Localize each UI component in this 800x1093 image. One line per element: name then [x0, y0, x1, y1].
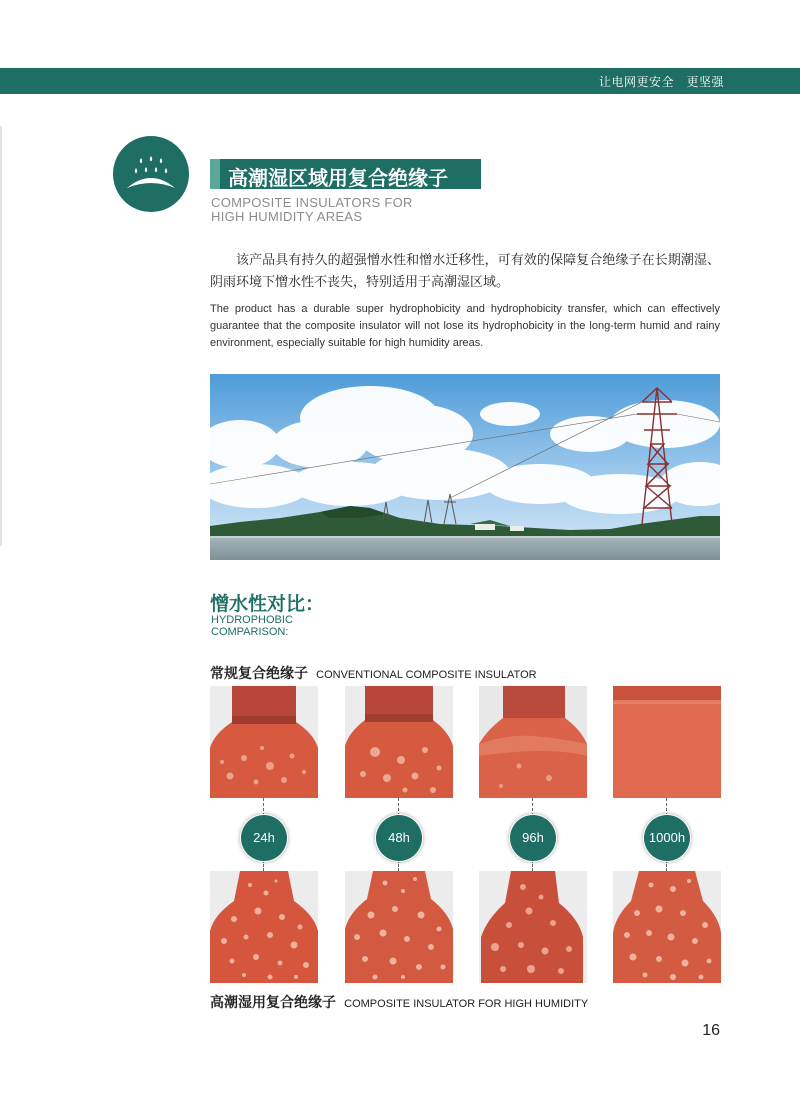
connector-line [666, 798, 667, 816]
connector-line [532, 798, 533, 816]
conventional-1000h-photo [613, 686, 721, 798]
high-humidity-label [210, 992, 588, 1012]
conventional-label-en: CONVENTIONAL COMPOSITE INSULATOR [316, 669, 537, 681]
header-band [0, 68, 800, 94]
subtitle-line-1: COMPOSITE INSULATORS FOR [211, 195, 413, 210]
duration-badge-1000h: 1000h [644, 815, 690, 861]
intro-paragraph-cn: 该产品具有持久的超强憎水性和憎水迁移性，可有效的保障复合绝缘子在长期潮湿、阴雨环境下憎水性不丧失，特别适用于高潮湿区域。 [210, 253, 720, 290]
connector-line [398, 860, 399, 871]
header-slogan: 让电网更安全 更坚强 [598, 75, 724, 89]
connector-line [263, 860, 264, 871]
water-drops-icon [113, 136, 189, 212]
duration-badge-48h: 48h [376, 815, 422, 861]
comparison-subtitle-line-1: HYDROPHOBIC [211, 614, 293, 626]
conventional-96h-photo [479, 686, 587, 798]
conventional-24h-photo [210, 686, 318, 798]
heading-accent [210, 159, 220, 189]
duration-badge-96h: 96h [510, 815, 556, 861]
connector-line [398, 798, 399, 816]
high-humidity-24h-photo [210, 871, 318, 983]
connector-line [532, 860, 533, 871]
subtitle-line-2: HIGH HUMIDITY AREAS [211, 209, 363, 224]
intro-paragraph-en: The product has a durable super hydrophobicity and hydrophobicity transfer, which can effectively guarantee that the composite insulator will not lose its hydrophobicity in the long-term humid and rainy environment, especially suitable for high humidity areas. [210, 303, 720, 349]
conventional-label-cn: 常规复合绝缘子 [210, 666, 308, 682]
page-number: 16 [702, 1022, 720, 1039]
connector-line [666, 860, 667, 871]
section-heading-bar [210, 159, 481, 189]
high-humidity-label-cn: 高潮湿用复合绝缘子 [210, 995, 336, 1011]
comparison-subtitle-en [211, 614, 293, 638]
high-humidity-1000h-photo [613, 871, 721, 983]
page-title: 高潮湿区域用复合绝缘子 [228, 166, 448, 190]
page-edge-rule [0, 126, 2, 546]
conventional-48h-photo [345, 686, 453, 798]
high-humidity-label-en: COMPOSITE INSULATOR FOR HIGH HUMIDITY [344, 998, 589, 1010]
high-humidity-96h-photo [479, 871, 587, 983]
connector-line [263, 798, 264, 816]
conventional-label [210, 663, 537, 683]
page-subtitle-en [211, 196, 413, 224]
duration-badge-24h: 24h [241, 815, 287, 861]
comparison-subtitle-line-2: COMPARISON: [211, 626, 289, 638]
comparison-title: 憎水性对比： [210, 593, 325, 615]
transmission-tower-photo [210, 374, 720, 560]
high-humidity-48h-photo [345, 871, 453, 983]
